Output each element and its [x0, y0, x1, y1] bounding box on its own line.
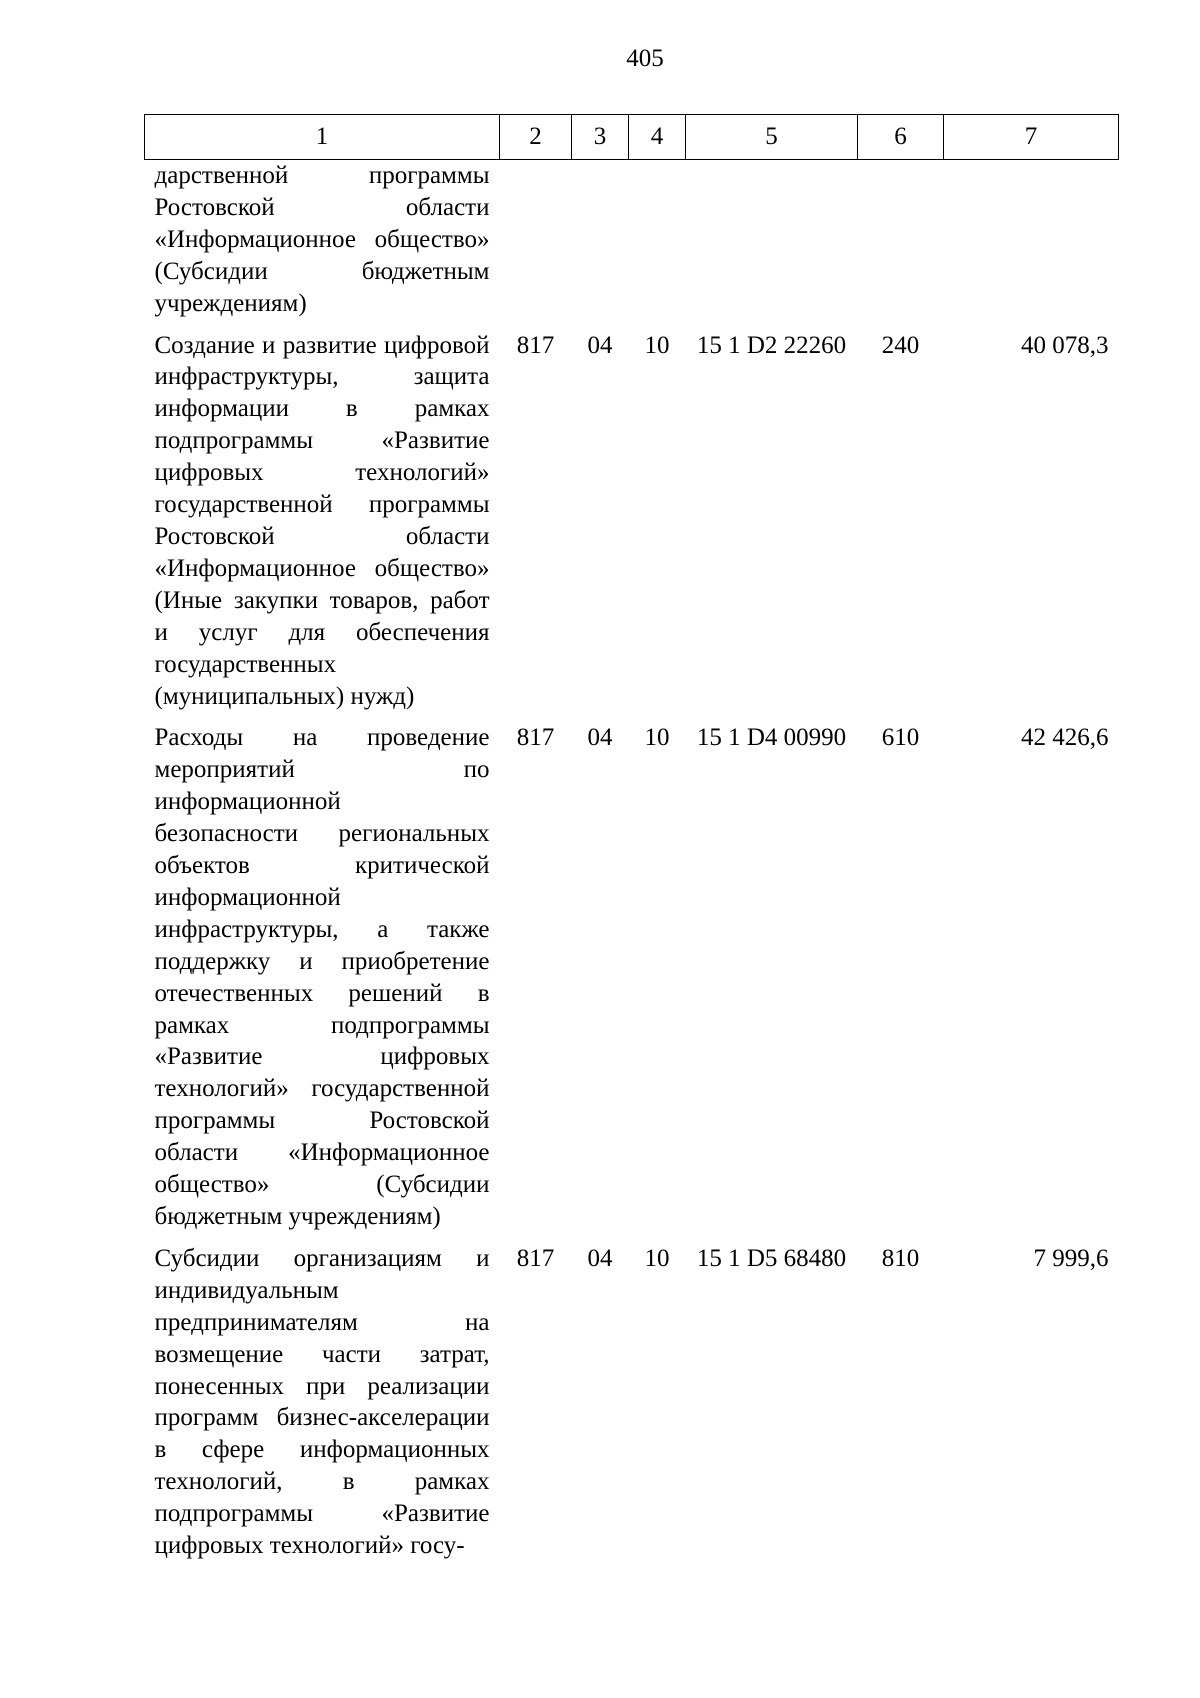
column-header: 4	[629, 115, 686, 160]
cell-col3: 04	[587, 331, 613, 359]
cell-col2: 817	[516, 1244, 555, 1272]
cell-amount: 7 999,6	[1033, 1244, 1109, 1272]
row-description: Субсидии организациям и индивидуальным предпринимателям на возмещение части затрат, понесенных при реализации программ бизнес-акселерации в сфере информационных технологий, в рамках подпрограммы «Развитие цифровых технологий» госу-	[154, 1244, 490, 1560]
row-description: Расходы на проведение мероприятий по информационной безопасности региональных объектов критической информационной инфраструктуры, а также поддержку и приобретение отечественных решений в рамках подпрограммы «Развитие цифровых технологий» государственной программы Ростовской области «Информационное общество» (Субсидии бюджетным учреждениям)	[154, 724, 490, 1230]
cell-col2: 817	[516, 331, 555, 359]
row-description: дарственной программы Ростовской области «Информационное общество» (Субсидии бюджетным учреждениям)	[154, 162, 490, 317]
column-header: 1	[145, 115, 500, 160]
cell-col3: 04	[587, 1244, 613, 1272]
cell-col6: 240	[881, 331, 920, 359]
column-header: 5	[686, 115, 858, 160]
cell-col6: 810	[881, 1244, 920, 1272]
cell-col4: 10	[644, 1244, 670, 1272]
table-row	[145, 722, 1119, 1243]
row-description: Создание и развитие цифровой инфраструктуры, защита информации в рамках подпрограммы «Развитие цифровых технологий» государственной программы Ростовской области «Информационное общество» (Иные закупки товаров, работ и услуг для обеспечения государственных (муниципальных) нужд)	[154, 331, 490, 710]
table-header-row	[145, 115, 1119, 160]
cell-amount	[944, 160, 1119, 330]
cell-col4	[629, 160, 686, 330]
cell-col4: 10	[644, 724, 670, 752]
column-header: 7	[944, 115, 1119, 160]
cell-col2: 817	[516, 724, 555, 752]
cell-col5	[686, 160, 858, 330]
cell-col3: 04	[587, 724, 613, 752]
table-row	[145, 330, 1119, 723]
table-row	[145, 1243, 1119, 1572]
page-number: 405	[626, 45, 664, 72]
cell-col6: 610	[881, 724, 920, 752]
column-header: 3	[572, 115, 629, 160]
cell-col3	[572, 160, 629, 330]
cell-amount: 42 426,6	[1021, 724, 1109, 752]
cell-col2	[500, 160, 572, 330]
table-row	[145, 160, 1119, 330]
cell-col4: 10	[644, 331, 670, 359]
column-header: 2	[500, 115, 572, 160]
cell-col6	[858, 160, 944, 330]
budget-table	[144, 114, 1119, 1572]
column-header: 6	[858, 115, 944, 160]
cell-col5: 15 1 D5 68480	[696, 1244, 847, 1272]
cell-amount: 40 078,3	[1021, 331, 1109, 359]
cell-col5: 15 1 D2 22260	[696, 331, 847, 359]
cell-col5: 15 1 D4 00990	[696, 724, 847, 752]
